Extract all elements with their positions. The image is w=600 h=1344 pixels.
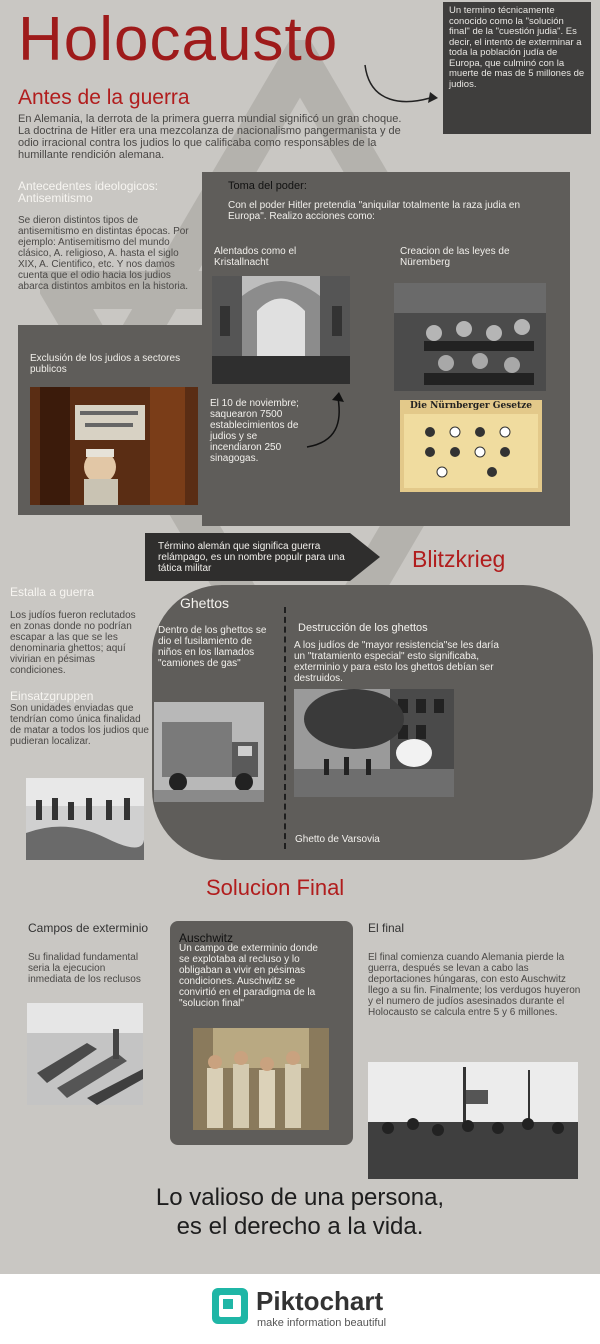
fusilamiento-text: Dentro de los ghettos se dio el fusilamiento de niños en los llamados "camiones de gas": [158, 625, 267, 669]
auschwitz-prisoners-photo: [193, 1028, 329, 1130]
intro-text: Un termino técnicamente conocido como la "solución final" de la "cuestión judia". Es decir, el intento de exterminar a toda la población judía de Europa, que culminó con la muerte de mas de 5 millones de judios.: [449, 5, 585, 90]
warsaw-ghetto-photo: [294, 689, 454, 797]
exclusion-box: [18, 325, 208, 515]
gas-truck-photo: [154, 702, 264, 802]
einsatz-text: Son unidades enviadas que tendrían como única finalidad de matar a todos los judios que pudieran localizar.: [10, 703, 149, 747]
nuremberg-laws-document: [400, 400, 542, 492]
campos-text: Su finalidad fundamental seria la ejecucion inmediata de los reclusos: [28, 952, 141, 985]
exclusion-label: Exclusión de los judios a sectores publicos: [30, 353, 181, 375]
piktochart-logo-icon[interactable]: [210, 1286, 250, 1326]
page-title: Holocausto: [18, 5, 339, 74]
ghettos-box: [152, 585, 593, 860]
antecedentes-text: Se dieron distintos tipos de antisemitismo en distintas épocas. Por ejemplo: Antisemitismo del mundo clásico, A. religioso, A. hasta el siglo XIX, A. Cientifico, etc. Y nos damos cuenta que el odio hacia los judios abarca distintos ambitos en la historia.: [18, 215, 189, 292]
atentados-label: Alentados como el Kristallnacht: [214, 246, 297, 268]
footer-tagline: make information beautiful: [257, 1317, 387, 1329]
antes-paragraph: En Alemania, la derrota de la primera guerra mundial significó un gran choque. La doctrina de Hitler era una mezcolanza de nacionalismo pangermanista y de odio irracional contra los judios lo que calificaba como responsables de la humillante rendición alemana.: [18, 113, 402, 161]
intro-box: [443, 2, 591, 134]
curved-arrow-icon: [302, 392, 352, 452]
quote-line-2: es el derecho a la vida.: [176, 1213, 424, 1240]
final-text: El final comienza cuando Alemania pierde la guerra, después se levan a cabo las deportaciones húngaras, con esto Auschwitz llego a su fin. Finalmente; los verdugos huyeron y el numero de judíos asesinados durante el Holocausto se calcula entre 5 y 6 millones.: [368, 952, 581, 1018]
einsatz-heading: Einsatzgruppen: [10, 689, 94, 703]
solucion-heading: Solucion Final: [206, 875, 345, 900]
ghettos-heading: Ghettos: [180, 595, 230, 611]
toma-heading: Toma del poder:: [228, 180, 307, 192]
toma-text: Con el poder Hitler pretendia "aniquilar totalmente la raza judia en Europa". Realizo acciones como:: [228, 200, 521, 222]
curved-arrow-icon: [360, 60, 440, 110]
estalla-heading: Estalla a guerra: [10, 585, 95, 599]
footer-brand[interactable]: Piktochart: [256, 1286, 384, 1316]
final-heading: El final: [368, 921, 405, 935]
destruccion-heading: Destrucción de los ghettos: [298, 622, 428, 634]
antes-heading: Antes de la guerra: [18, 86, 190, 109]
divider: [284, 607, 286, 849]
blitzkrieg-arrow-text: Término alemán que significa guerra relámpago, es un nombre populr para una tática militar: [158, 541, 345, 574]
liberation-photo: [368, 1062, 578, 1179]
auschwitz-heading: Auschwitz: [179, 931, 234, 945]
quote-line-1: Lo valioso de una persona,: [155, 1184, 445, 1211]
footer: [0, 1274, 600, 1344]
auschwitz-text: Un campo de exterminio donde se explotaba al recluso y lo obligaban a vivir en pésimas condiciones. Auschwitz se convirtió en el paradigma de la "solucion final": [179, 943, 318, 1009]
document-title: Die Nürnberger Gesetze: [410, 401, 532, 411]
auschwitz-box: [170, 921, 353, 1145]
einsatzgruppen-photo: [26, 778, 144, 860]
varsovia-caption: Ghetto de Varsovia: [295, 834, 380, 845]
kristallnacht-photo: [212, 276, 350, 384]
destruccion-text: A los judíos de "mayor resistencia"se les daría un "tratamiento especial" esto significaba, exterminio y para esto los ghettos debían ser destruidos.: [294, 640, 499, 684]
nuremberg-trial-photo: [394, 283, 546, 391]
antecedentes-heading: Antecedentes ideologicos: Antisemitismo: [18, 179, 159, 205]
campos-heading: Campos de exterminio: [28, 921, 149, 935]
exclusion-photo: [30, 387, 198, 505]
leyes-label: Creacion de las leyes de Nüremberg: [400, 246, 510, 268]
estalla-text: Los judíos fueron reclutados en zonas donde no podrían escapar a las que se les denominaria ghettos; aquí vivirian en pésimas condiciones.: [10, 610, 136, 676]
camp-photo: [27, 1003, 143, 1105]
toma-box: [202, 172, 570, 526]
noviembre-text: El 10 de noviembre; saquearon 7500 establecimientos de judios y se incendiaron 250 sinagogas.: [210, 398, 299, 464]
blitzkrieg-heading: Blitzkrieg: [412, 546, 506, 572]
